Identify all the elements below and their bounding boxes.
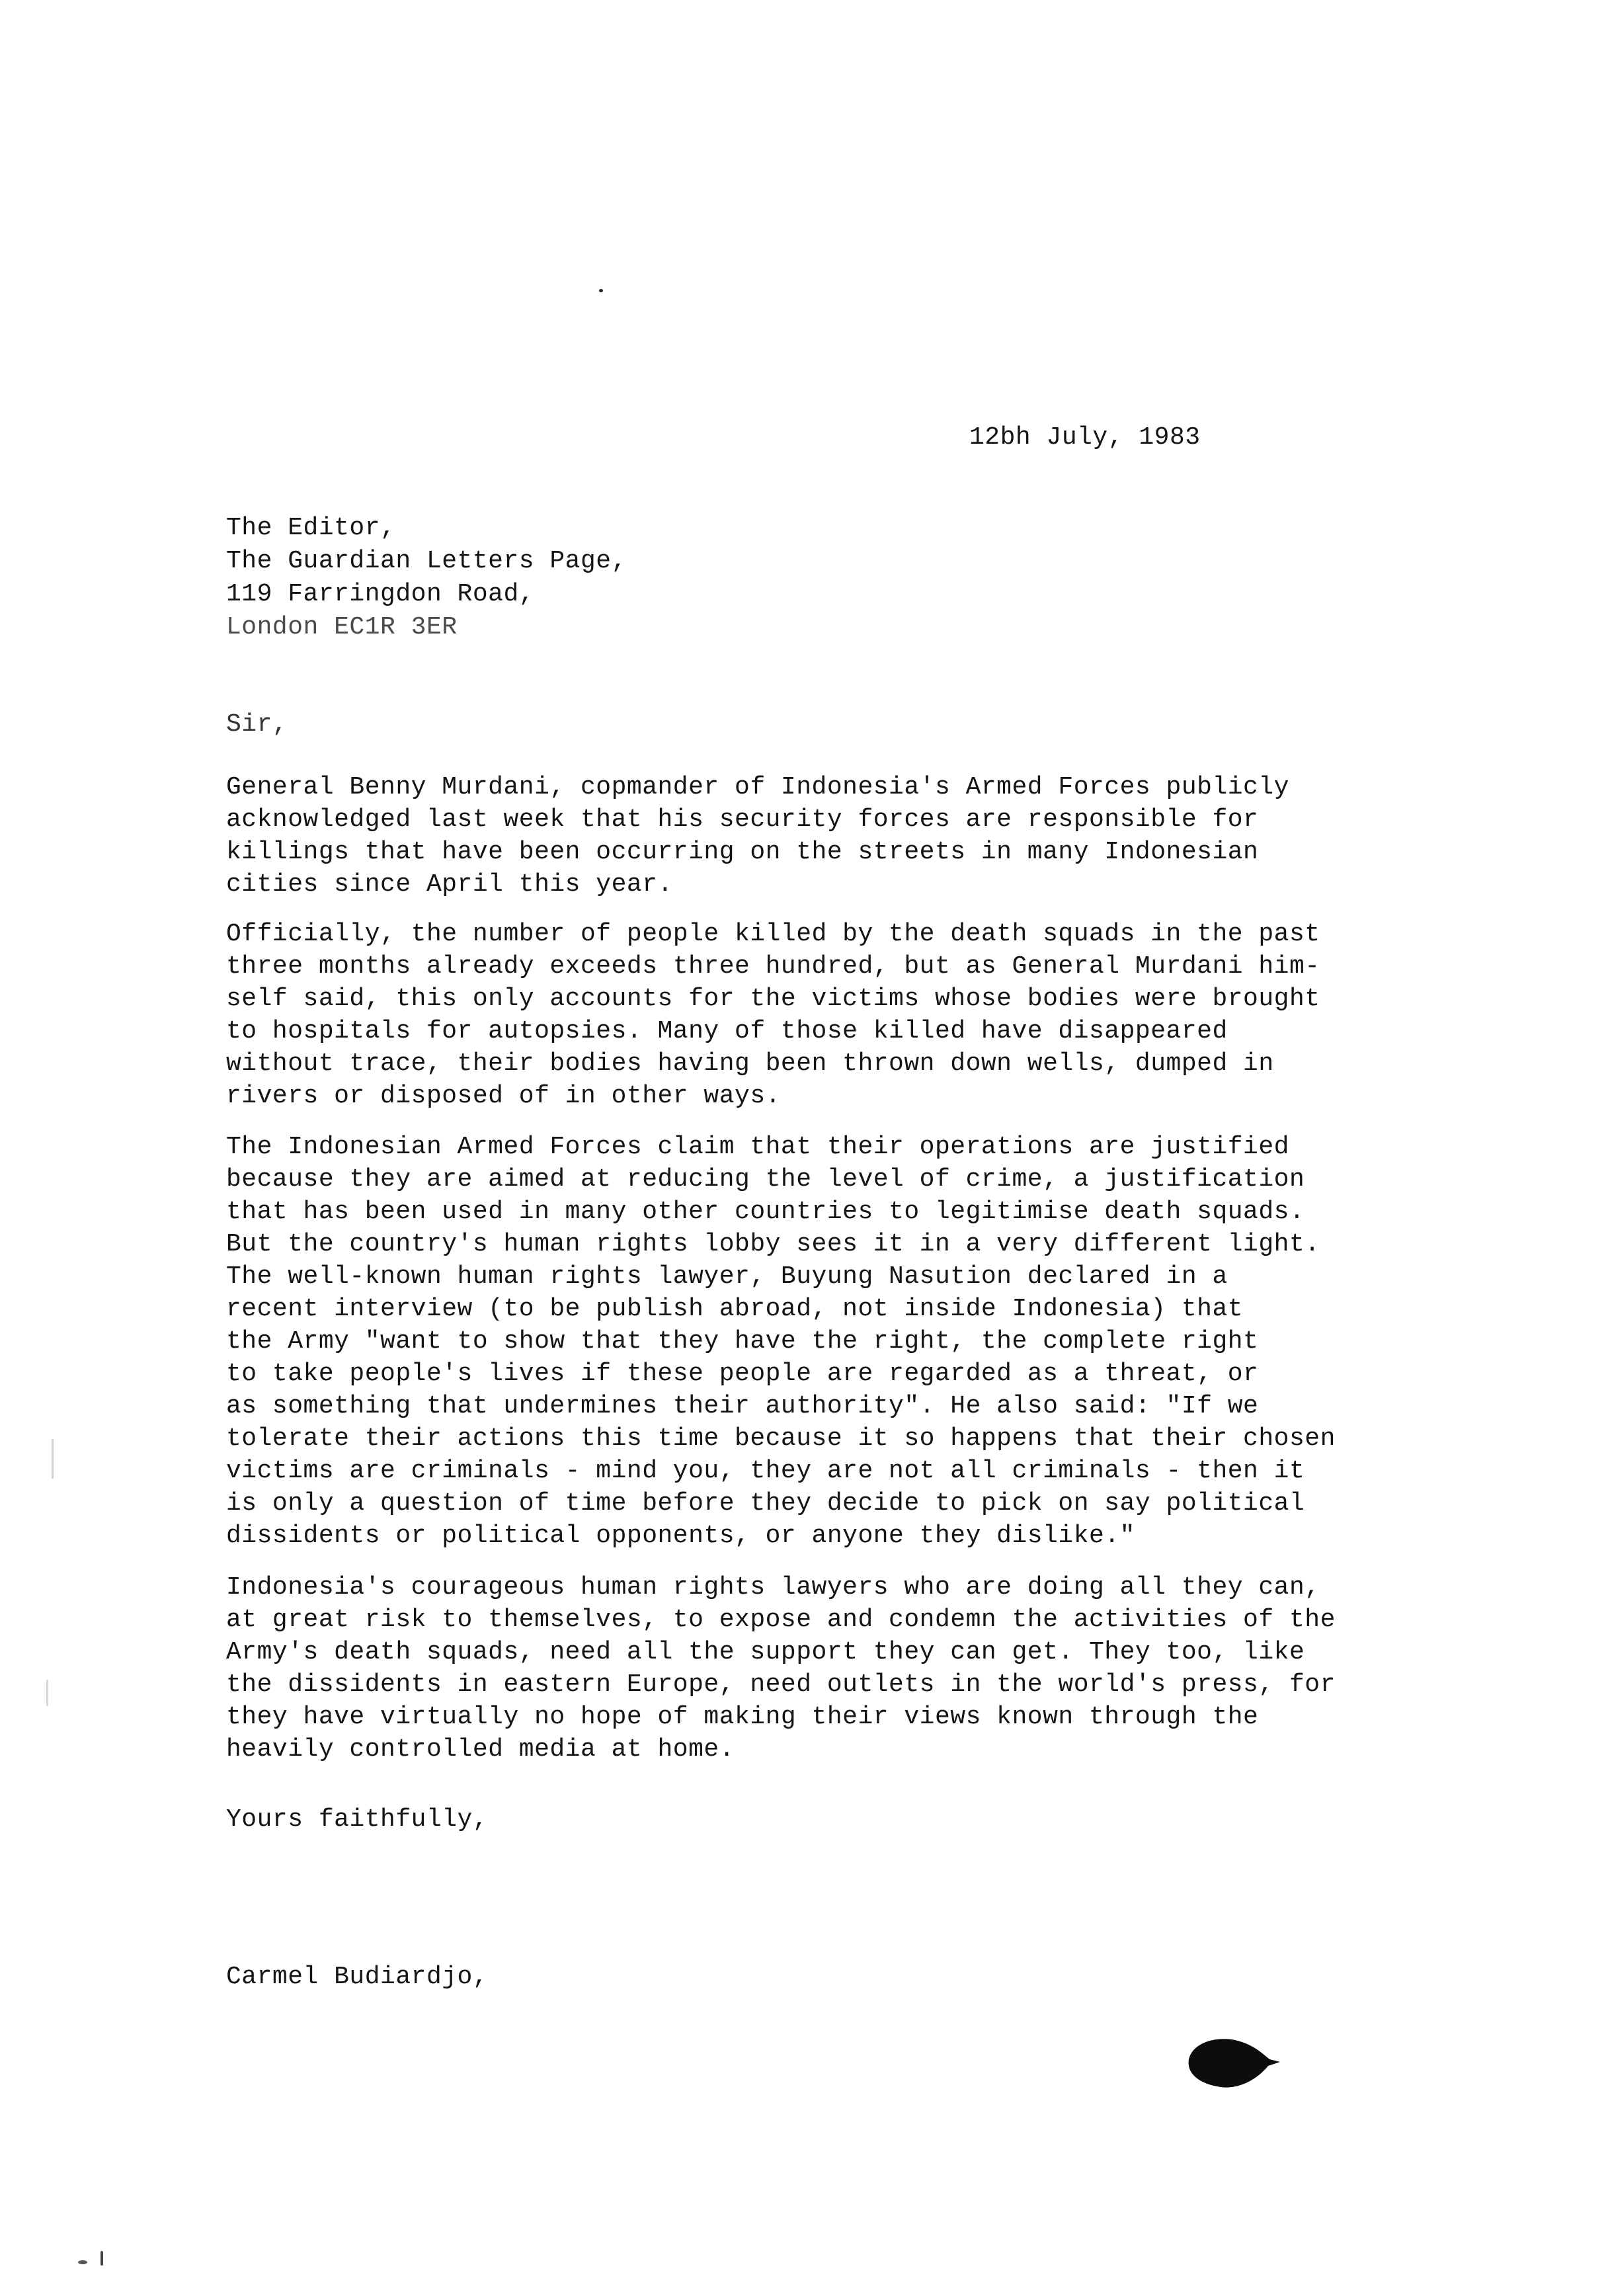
ink-speck: [599, 289, 603, 292]
paragraph-line: because they are aimed at reducing the level of crime, a justification: [226, 1165, 1305, 1194]
paragraph-line: rivers or disposed of in other ways.: [226, 1082, 781, 1110]
paragraph-line: recent interview (to be publish abroad, not inside Indonesia) that: [226, 1295, 1244, 1323]
paragraph-line: without trace, their bodies having been thrown down wells, dumped in: [226, 1049, 1274, 1078]
scan-speck: [52, 1439, 54, 1479]
paragraph-line: at great risk to themselves, to expose and condemn the activities of the: [226, 1606, 1336, 1634]
paragraph-line: is only a question of time before they decide to pick on say political: [226, 1489, 1305, 1518]
address-line-2: The Guardian Letters Page,: [226, 547, 627, 575]
letter-date: 12bh July, 1983: [969, 423, 1201, 452]
ink-blot: [1184, 2033, 1283, 2092]
paragraph-line: as something that undermines their authority". He also said: "If we: [226, 1392, 1259, 1420]
address-line-3: 119 Farringdon Road,: [226, 580, 535, 608]
paragraph-line: to take people's lives if these people are regarded as a threat, or: [226, 1360, 1259, 1388]
paragraph-line: Indonesia's courageous human rights lawyers who are doing all they can,: [226, 1573, 1320, 1602]
paragraph-line: three months already exceeds three hundred, but as General Murdani him-: [226, 952, 1320, 981]
body-paragraph-1: [226, 771, 1289, 901]
paragraph-line: The well-known human rights lawyer, Buyung Nasution declared in a: [226, 1262, 1228, 1291]
paragraph-line: General Benny Murdani, copmander of Indonesia's Armed Forces publicly: [226, 773, 1289, 801]
paragraph-line: cities since April this year.: [226, 870, 673, 899]
paragraph-line: Officially, the number of people killed by the death squads in the past: [226, 920, 1320, 948]
paragraph-line: acknowledged last week that his security forces are responsible for: [226, 805, 1259, 834]
salutation: Sir,: [226, 710, 288, 739]
address-line-1: The Editor,: [226, 514, 396, 542]
paragraph-line: The Indonesian Armed Forces claim that their operations are justified: [226, 1133, 1289, 1161]
paragraph-line: heavily controlled media at home.: [226, 1735, 735, 1764]
paragraph-line: the Army "want to show that they have the right, the complete right: [226, 1327, 1259, 1356]
closing: Yours faithfully,: [226, 1805, 489, 1834]
address-line-4: London EC1R 3ER: [226, 613, 458, 641]
paragraph-line: that has been used in many other countries to legitimise death squads.: [226, 1198, 1305, 1226]
paragraph-line: they have virtually no hope of making their views known through the: [226, 1703, 1259, 1731]
scan-speck: [100, 2251, 103, 2266]
paragraph-line: self said, this only accounts for the victims whose bodies were brought: [226, 985, 1320, 1013]
paragraph-line: victims are criminals - mind you, they are not all criminals - then it: [226, 1457, 1305, 1485]
paragraph-line: to hospitals for autopsies. Many of those killed have disappeared: [226, 1017, 1228, 1046]
paragraph-line: But the country's human rights lobby sees it in a very different light.: [226, 1230, 1320, 1258]
body-paragraph-3: [226, 1131, 1336, 1552]
paragraph-line: Army's death squads, need all the support they can get. They too, like: [226, 1638, 1305, 1666]
signature-name: Carmel Budiardjo,: [226, 1963, 489, 1991]
paragraph-line: dissidents or political opponents, or anyone they dislike.": [226, 1522, 1135, 1550]
scan-speck: [78, 2260, 87, 2264]
body-paragraph-4: [226, 1571, 1336, 1766]
paragraph-line: the dissidents in eastern Europe, need outlets in the world's press, for: [226, 1670, 1336, 1699]
scan-speck: [46, 1680, 48, 1706]
paragraph-line: killings that have been occurring on the streets in many Indonesian: [226, 838, 1259, 866]
paragraph-line: tolerate their actions this time because it so happens that their chosen: [226, 1424, 1336, 1453]
body-paragraph-2: [226, 918, 1320, 1112]
